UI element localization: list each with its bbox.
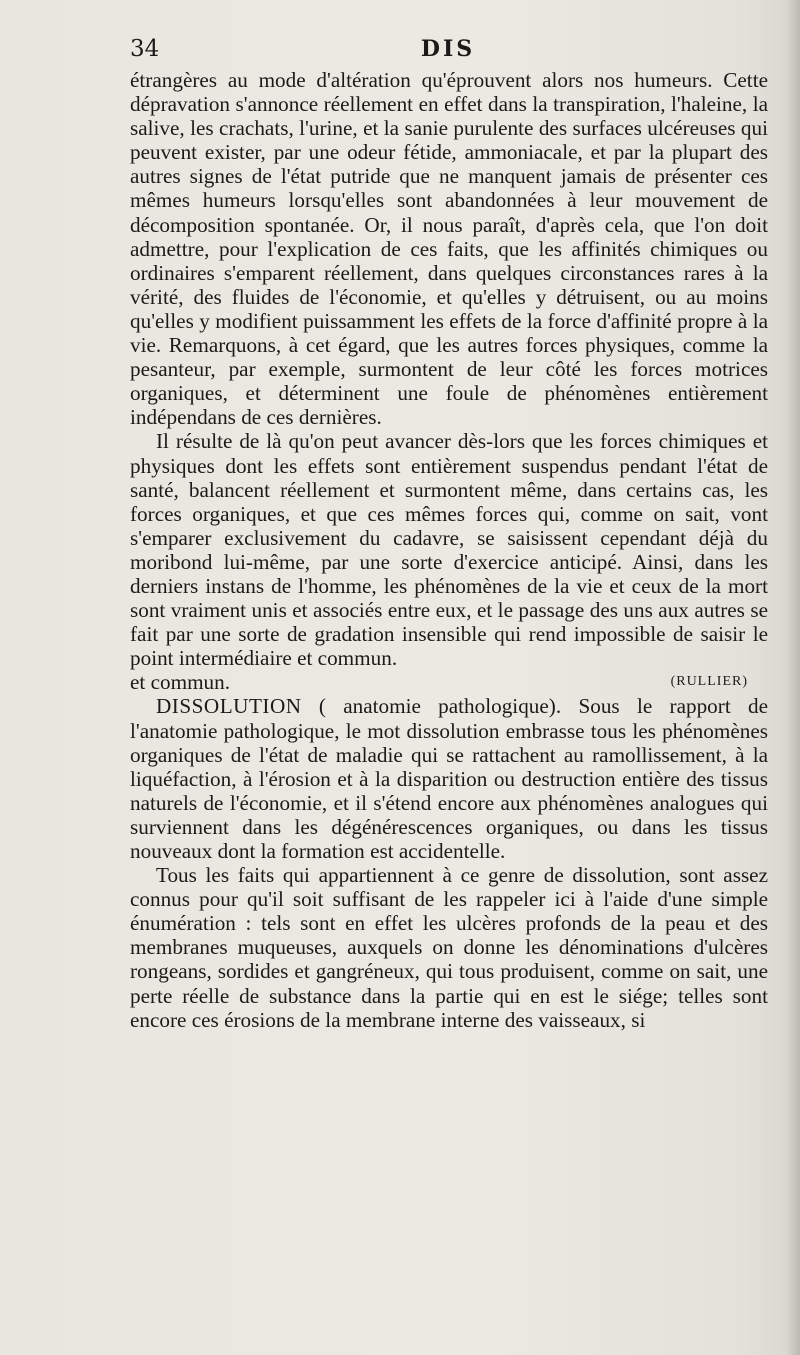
body-text — [130, 68, 768, 1032]
paragraph-4: Tous les faits qui appartiennent à ce genre de dissolution, sont assez connus pour qu'il soit suffisant de les rappeler ici à l'aide d'une simple énumération : tels sont en effet les ulcères profonds de la peau et des membranes muqueuses, auxquels on donne les dénominations d'ulcères rongeans, sordides et gangréneux, qui tous produisent, comme on sait, une perte réelle de substance dans la partie qui en est le siége; telles sont encore ces érosions de la membrane interne des vaisseaux, si — [130, 863, 768, 1032]
running-head: DIS — [420, 36, 476, 62]
paragraph-3-text: Sous le rapport de l'anatomie pathologique, le mot dissolution embrasse tous les phénomènes organiques de l'état de maladie qui se rattachent au ramollissement, à la liquéfaction, à l'érosion et à la disparition ou destruction entière des tissus naturels de l'économie, et il s'étend encore aux phénomènes analogues qui surviennent dans les dégénérescences organiques, ou dans les tissus nouveaux dont la formation est accidentelle. — [130, 694, 768, 863]
page-header — [130, 36, 766, 66]
signature-line — [130, 670, 768, 694]
entry-heading-suffix: ( anatomie pathologique). — [318, 694, 562, 719]
page-edge-shadow — [786, 0, 800, 1355]
paragraph-1: étrangères au mode d'altération qu'éprouvent alors nos humeurs. Cette dépravation s'annonce réellement en effet dans la transpiration, l'haleine, la salive, les crachats, l'urine, et la sanie purulente des surfaces ulcéreuses qui peuvent exister, par une odeur fétide, ammoniacale, et par la plupart des autres signes de l'état putride que ne manquent jamais de présenter ces mêmes humeurs lorsqu'elles sont abandonnées à leur mouvement de décomposition spontanée. Or, il nous paraît, d'après cela, que l'on doit admettre, pour l'explication de ces faits, que les affinités chimiques ou ordinaires s'emparent réellement, dans quelques circonstances rares à la vérité, des fluides de l'économie, et qu'elles y détruisent, ou au moins qu'elles y modifient puissamment les effets de la force d'affinité propre à la vie. Remarquons, à cet égard, que les autres forces physiques, comme la pesanteur, par exemple, surmontent de leur côté les forces motrices organiques, et déterminent une foule de phénomènes entièrement indépendans de ces dernières. — [130, 68, 768, 430]
paragraph-3 — [130, 694, 768, 863]
closing-words: et commun. — [130, 670, 231, 695]
page-number: 34 — [130, 36, 160, 62]
entry-heading: DISSOLUTION — [156, 694, 302, 719]
paragraph-2: Il résulte de là qu'on peut avancer dès-lors que les forces chimiques et physiques dont les effets sont entièrement suspendus pendant l'état de santé, balancent réellement et surmontent même, dans certains cas, les forces organiques, et que ces mêmes forces qui, comme on sait, vont s'emparer exclusivement du cadavre, se saisissent cependant déjà du moribond lui-même, par une sorte d'exercice anticipé. Ainsi, dans les derniers instans de l'homme, les phénomènes de la vie et ceux de la mort sont vraiment unis et associés entre eux, et le passage des uns aux autres se fait par une sorte de gradation insensible qui rend impossible de saisir le point intermédiaire et commun. — [130, 429, 768, 671]
author-signature: (RULLIER) — [670, 674, 748, 690]
